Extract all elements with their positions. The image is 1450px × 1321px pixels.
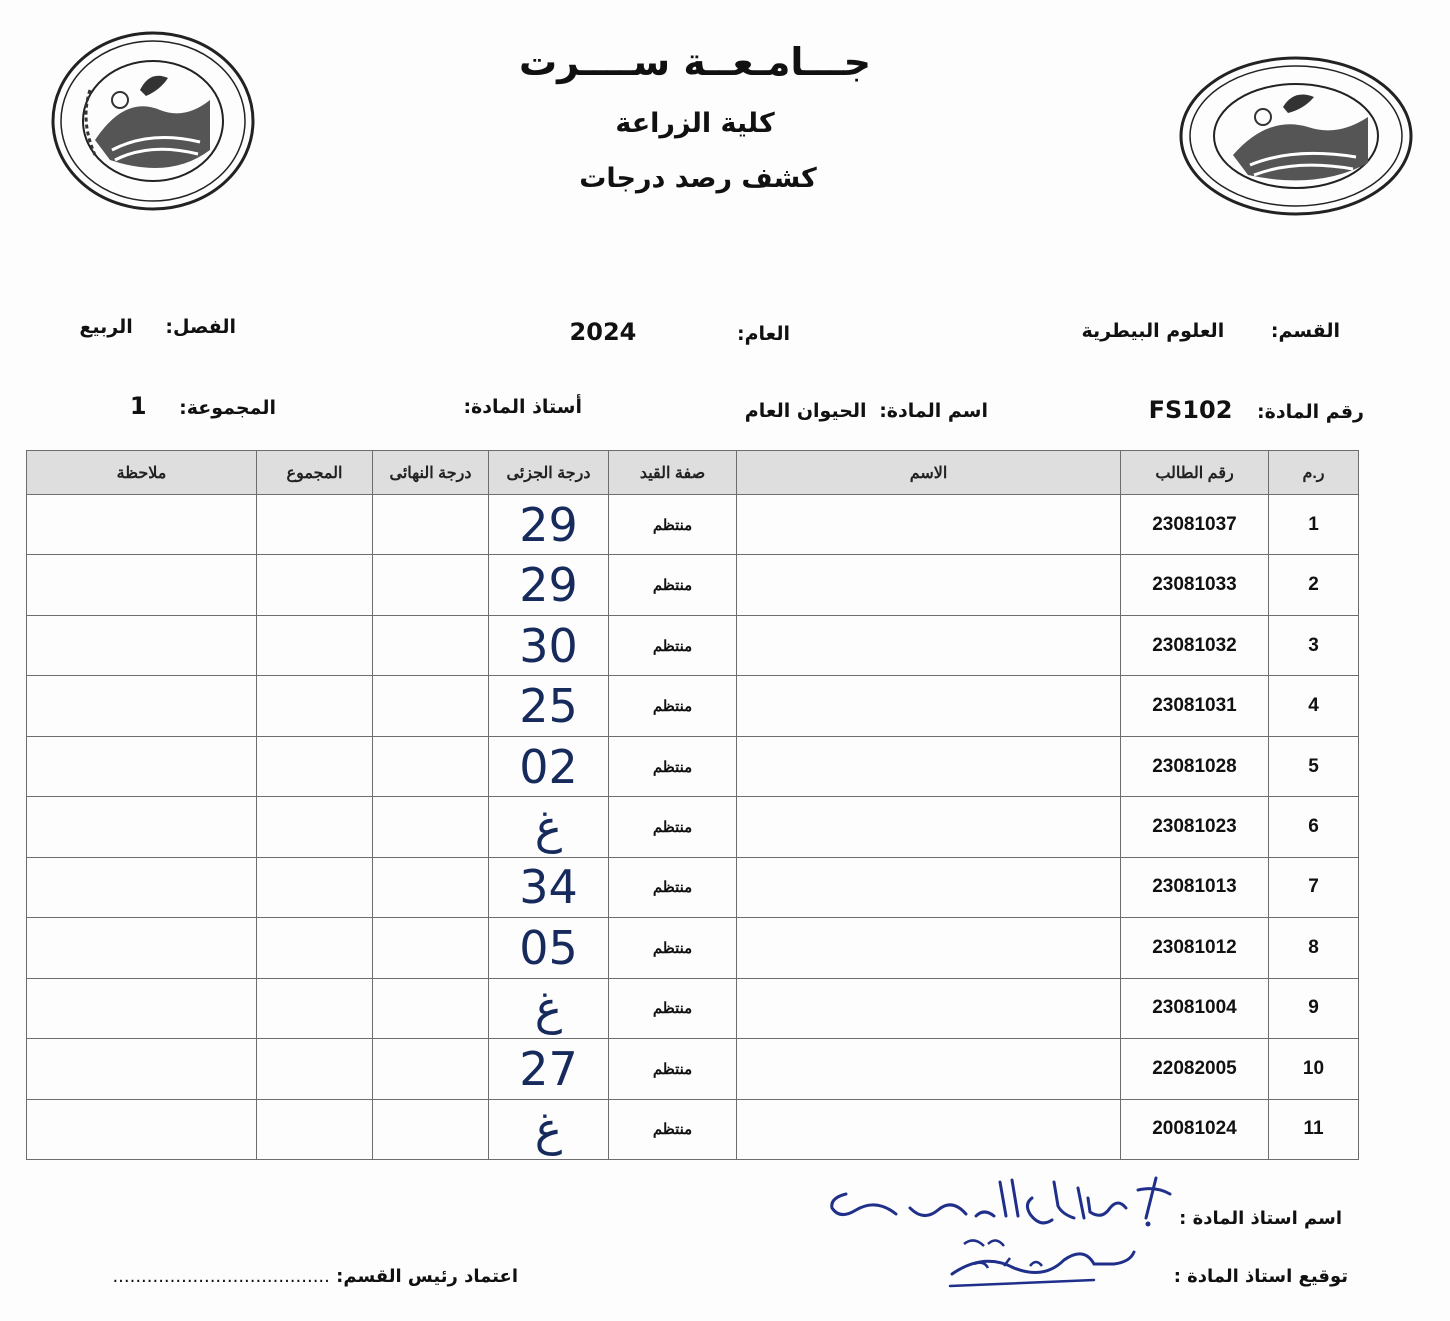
note	[27, 857, 257, 917]
column-header-number: ر.م	[1269, 451, 1359, 495]
table-row	[27, 736, 1359, 796]
year-info	[570, 318, 790, 346]
enrollment-status: منتظم	[609, 1099, 737, 1159]
enrollment-status: منتظم	[609, 495, 737, 555]
student-id: 23081032	[1121, 615, 1269, 675]
final-grade	[373, 495, 489, 555]
department-label: القسم:	[1270, 320, 1340, 342]
enrollment-status: منتظم	[609, 555, 737, 615]
table-row	[27, 615, 1359, 675]
column-header-notes: ملاحظة	[27, 451, 257, 495]
row-number: 3	[1269, 615, 1359, 675]
final-grade	[373, 857, 489, 917]
enrollment-status: منتظم	[609, 857, 737, 917]
total-grade	[257, 1039, 373, 1099]
total-grade	[257, 857, 373, 917]
note	[27, 736, 257, 796]
course-code-info	[1149, 396, 1364, 424]
semester-info	[79, 316, 236, 338]
note	[27, 978, 257, 1038]
student-name	[737, 978, 1121, 1038]
partial-grade: 34	[489, 857, 609, 917]
row-number: 4	[1269, 676, 1359, 736]
partial-grade: 30	[489, 615, 609, 675]
total-grade	[257, 736, 373, 796]
enrollment-status: منتظم	[609, 978, 737, 1038]
instructor-signature-label: توقيع استاذ المادة :	[1173, 1266, 1348, 1287]
student-name	[737, 495, 1121, 555]
department-value: العلوم البيطرية	[1081, 320, 1225, 342]
total-grade	[257, 676, 373, 736]
total-grade	[257, 978, 373, 1038]
table-row	[27, 797, 1359, 857]
department-info	[1081, 320, 1340, 342]
total-grade	[257, 495, 373, 555]
student-id: 23081013	[1121, 857, 1269, 917]
student-name	[737, 676, 1121, 736]
column-header-total: المجموع	[257, 451, 373, 495]
row-number: 11	[1269, 1099, 1359, 1159]
grades-table	[26, 450, 1359, 1160]
student-name	[737, 1039, 1121, 1099]
university-title: جـــامـعــة ســــرت	[519, 40, 871, 84]
student-id: 23081037	[1121, 495, 1269, 555]
student-id: 23081004	[1121, 978, 1269, 1038]
student-id: 23081012	[1121, 918, 1269, 978]
final-grade	[373, 615, 489, 675]
column-header-final-grade: درجة النهائى	[373, 451, 489, 495]
partial-grade: غ	[489, 1099, 609, 1159]
table-row	[27, 676, 1359, 736]
note	[27, 555, 257, 615]
faculty-title: كلية الزراعة	[615, 108, 775, 139]
final-grade	[373, 797, 489, 857]
note	[27, 615, 257, 675]
row-number: 6	[1269, 797, 1359, 857]
group-label: المجموعة:	[179, 397, 276, 419]
final-grade	[373, 1099, 489, 1159]
partial-grade: 29	[489, 495, 609, 555]
enrollment-status: منتظم	[609, 1039, 737, 1099]
enrollment-status: منتظم	[609, 615, 737, 675]
row-number: 7	[1269, 857, 1359, 917]
total-grade	[257, 918, 373, 978]
enrollment-status: منتظم	[609, 918, 737, 978]
student-id: 23081028	[1121, 736, 1269, 796]
note	[27, 797, 257, 857]
note	[27, 676, 257, 736]
enrollment-status: منتظم	[609, 797, 737, 857]
final-grade	[373, 918, 489, 978]
total-grade	[257, 615, 373, 675]
head-approval-dots: ......................................	[112, 1266, 330, 1287]
head-approval	[112, 1266, 518, 1287]
table-row	[27, 555, 1359, 615]
partial-grade: 27	[489, 1039, 609, 1099]
student-id: 23081031	[1121, 676, 1269, 736]
group-info	[130, 392, 276, 420]
student-id: 23081033	[1121, 555, 1269, 615]
partial-grade: 02	[489, 736, 609, 796]
partial-grade: 29	[489, 555, 609, 615]
enrollment-status: منتظم	[609, 676, 737, 736]
head-approval-label: اعتماد رئيس القسم:	[336, 1266, 518, 1287]
final-grade	[373, 555, 489, 615]
enrollment-status: منتظم	[609, 736, 737, 796]
row-number: 1	[1269, 495, 1359, 555]
instructor-label: أستاذ المادة:	[463, 396, 582, 418]
student-name	[737, 797, 1121, 857]
final-grade	[373, 736, 489, 796]
table-row	[27, 495, 1359, 555]
column-header-student-id: رقم الطالب	[1121, 451, 1269, 495]
year-label: العام:	[736, 323, 790, 345]
course-code-label: رقم المادة:	[1257, 401, 1364, 423]
student-name	[737, 736, 1121, 796]
final-grade	[373, 676, 489, 736]
row-number: 5	[1269, 736, 1359, 796]
row-number: 10	[1269, 1039, 1359, 1099]
note	[27, 1099, 257, 1159]
final-grade	[373, 1039, 489, 1099]
table-header-row	[27, 451, 1359, 495]
semester-label: الفصل:	[165, 316, 236, 338]
total-grade	[257, 797, 373, 857]
sheet-title: كشف رصد درجات	[579, 163, 817, 194]
note	[27, 918, 257, 978]
instructor-info	[449, 396, 582, 418]
group-value: 1	[129, 392, 147, 420]
row-number: 8	[1269, 918, 1359, 978]
table-row	[27, 918, 1359, 978]
total-grade	[257, 555, 373, 615]
note	[27, 495, 257, 555]
student-id: 23081023	[1121, 797, 1269, 857]
final-grade	[373, 978, 489, 1038]
course-code-value: FS102	[1148, 396, 1233, 424]
course-name-info	[745, 400, 988, 422]
column-header-status: صفة القيد	[609, 451, 737, 495]
partial-grade: غ	[489, 978, 609, 1038]
table-row	[27, 857, 1359, 917]
semester-value: الربيع	[79, 316, 133, 338]
total-grade	[257, 1099, 373, 1159]
student-name	[737, 857, 1121, 917]
student-name	[737, 615, 1121, 675]
instructor-name-label: اسم استاذ المادة :	[1179, 1208, 1342, 1229]
partial-grade: 05	[489, 918, 609, 978]
partial-grade: 25	[489, 676, 609, 736]
table-row	[27, 978, 1359, 1038]
column-header-name: الاسم	[737, 451, 1121, 495]
student-id: 20081024	[1121, 1099, 1269, 1159]
student-id: 22082005	[1121, 1039, 1269, 1099]
note	[27, 1039, 257, 1099]
course-name-label: اسم المادة:	[879, 400, 988, 422]
table-row	[27, 1039, 1359, 1099]
partial-grade: غ	[489, 797, 609, 857]
column-header-partial-grade: درجة الجزئى	[489, 451, 609, 495]
year-value: 2024	[569, 318, 637, 346]
course-name-value: الحيوان العام	[744, 400, 867, 422]
row-number: 2	[1269, 555, 1359, 615]
student-name	[737, 918, 1121, 978]
student-name	[737, 555, 1121, 615]
table-row	[27, 1099, 1359, 1159]
student-name	[737, 1099, 1121, 1159]
row-number: 9	[1269, 978, 1359, 1038]
instructor-signature-icon	[944, 1234, 1140, 1290]
